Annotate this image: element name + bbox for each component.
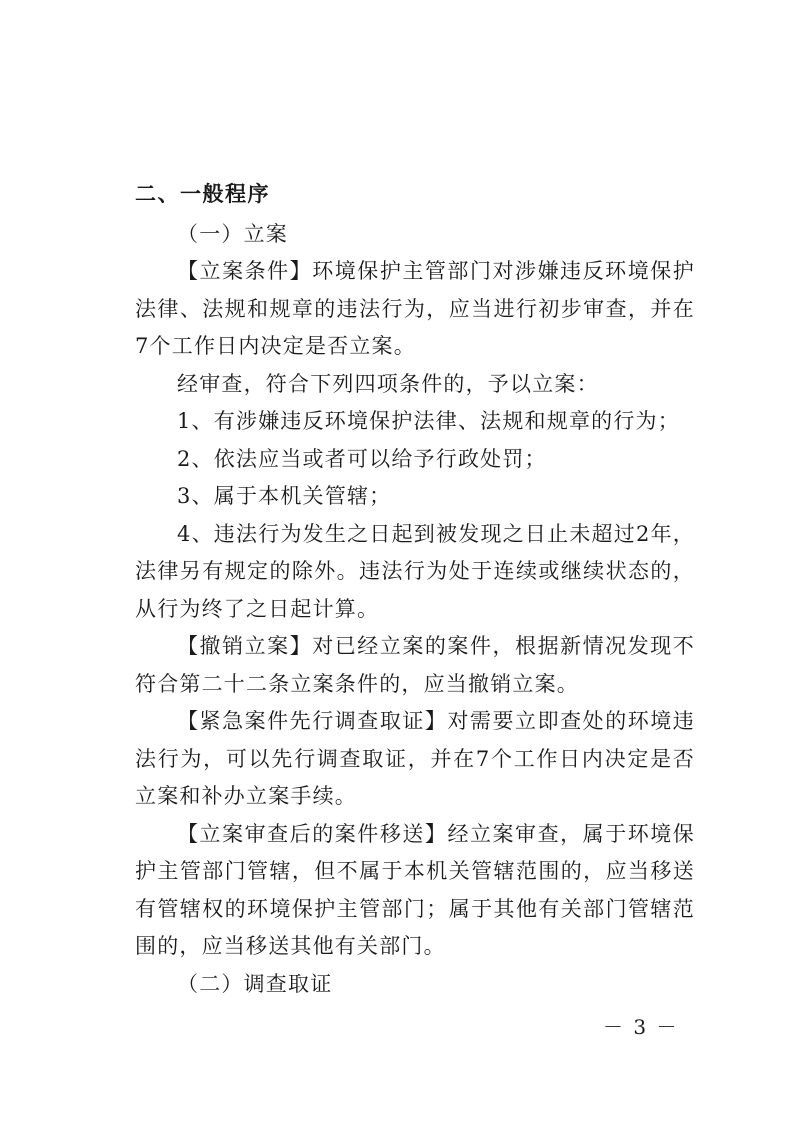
list-item-condition-4 xyxy=(135,516,695,629)
page-number: － 3 － xyxy=(603,1015,679,1039)
paragraph-revoke-filing xyxy=(135,628,695,703)
paragraph-text: 2、依法应当或者可以给予行政处罚； xyxy=(177,446,547,471)
paragraph-urgent-case xyxy=(135,703,695,816)
list-item-condition-1 xyxy=(135,403,695,441)
paragraph-review-intro xyxy=(135,366,695,404)
subsection-heading-investigation: （二）调查取证 xyxy=(177,971,333,996)
paragraph-text: 环境保护主管部门对涉嫌违反环境保护法律、法规和规章的违法行为，应当进行初步审查，并在7个工作日内决定是否立案。 xyxy=(135,259,695,358)
section-heading: 二、一般程序 xyxy=(135,182,270,206)
document-body xyxy=(135,176,695,1003)
paragraph-text: 4、违法行为发生之日起到被发现之日止未超过2年，法律另有规定的除外。违法行为处于连续或继续状态的，从行为终了之日起计算。 xyxy=(135,521,695,621)
paragraph-text: 经立案审查，属于环境保护主管部门管辖，但不属于本机关管辖范围的，应当移送有管辖权的环境保护主管部门；属于其他有关部门管辖范围的，应当移送其他有关部门。 xyxy=(135,821,695,958)
paragraph-label: 【立案条件】 xyxy=(177,259,313,283)
paragraph-text: 1、有涉嫌违反环境保护法律、法规和规章的行为； xyxy=(177,409,680,433)
paragraph-text: 对已经立案的案件，根据新情况发现不符合第二十二条立案条件的，应当撤销立案。 xyxy=(135,634,695,696)
subsection-heading-filing: （一）立案 xyxy=(177,221,288,246)
list-item-condition-3 xyxy=(135,478,695,516)
paragraph-text: 3、属于本机关管辖； xyxy=(177,484,392,508)
paragraph-text: 对需要立即查处的环境违法行为，可以先行调查取证，并在7个工作日内决定是否立案和补办立案手续。 xyxy=(135,709,695,808)
paragraph-label: 【撤销立案】 xyxy=(177,634,313,658)
paragraph-label: 【立案审查后的案件移送】 xyxy=(177,821,448,846)
paragraph-filing-conditions xyxy=(135,253,695,366)
paragraph-case-transfer xyxy=(135,816,695,966)
list-item-condition-2 xyxy=(135,441,695,479)
paragraph-text: 经审查，符合下列四项条件的，予以立案： xyxy=(177,371,599,396)
paragraph-label: 【紧急案件先行调查取证】 xyxy=(177,709,448,733)
